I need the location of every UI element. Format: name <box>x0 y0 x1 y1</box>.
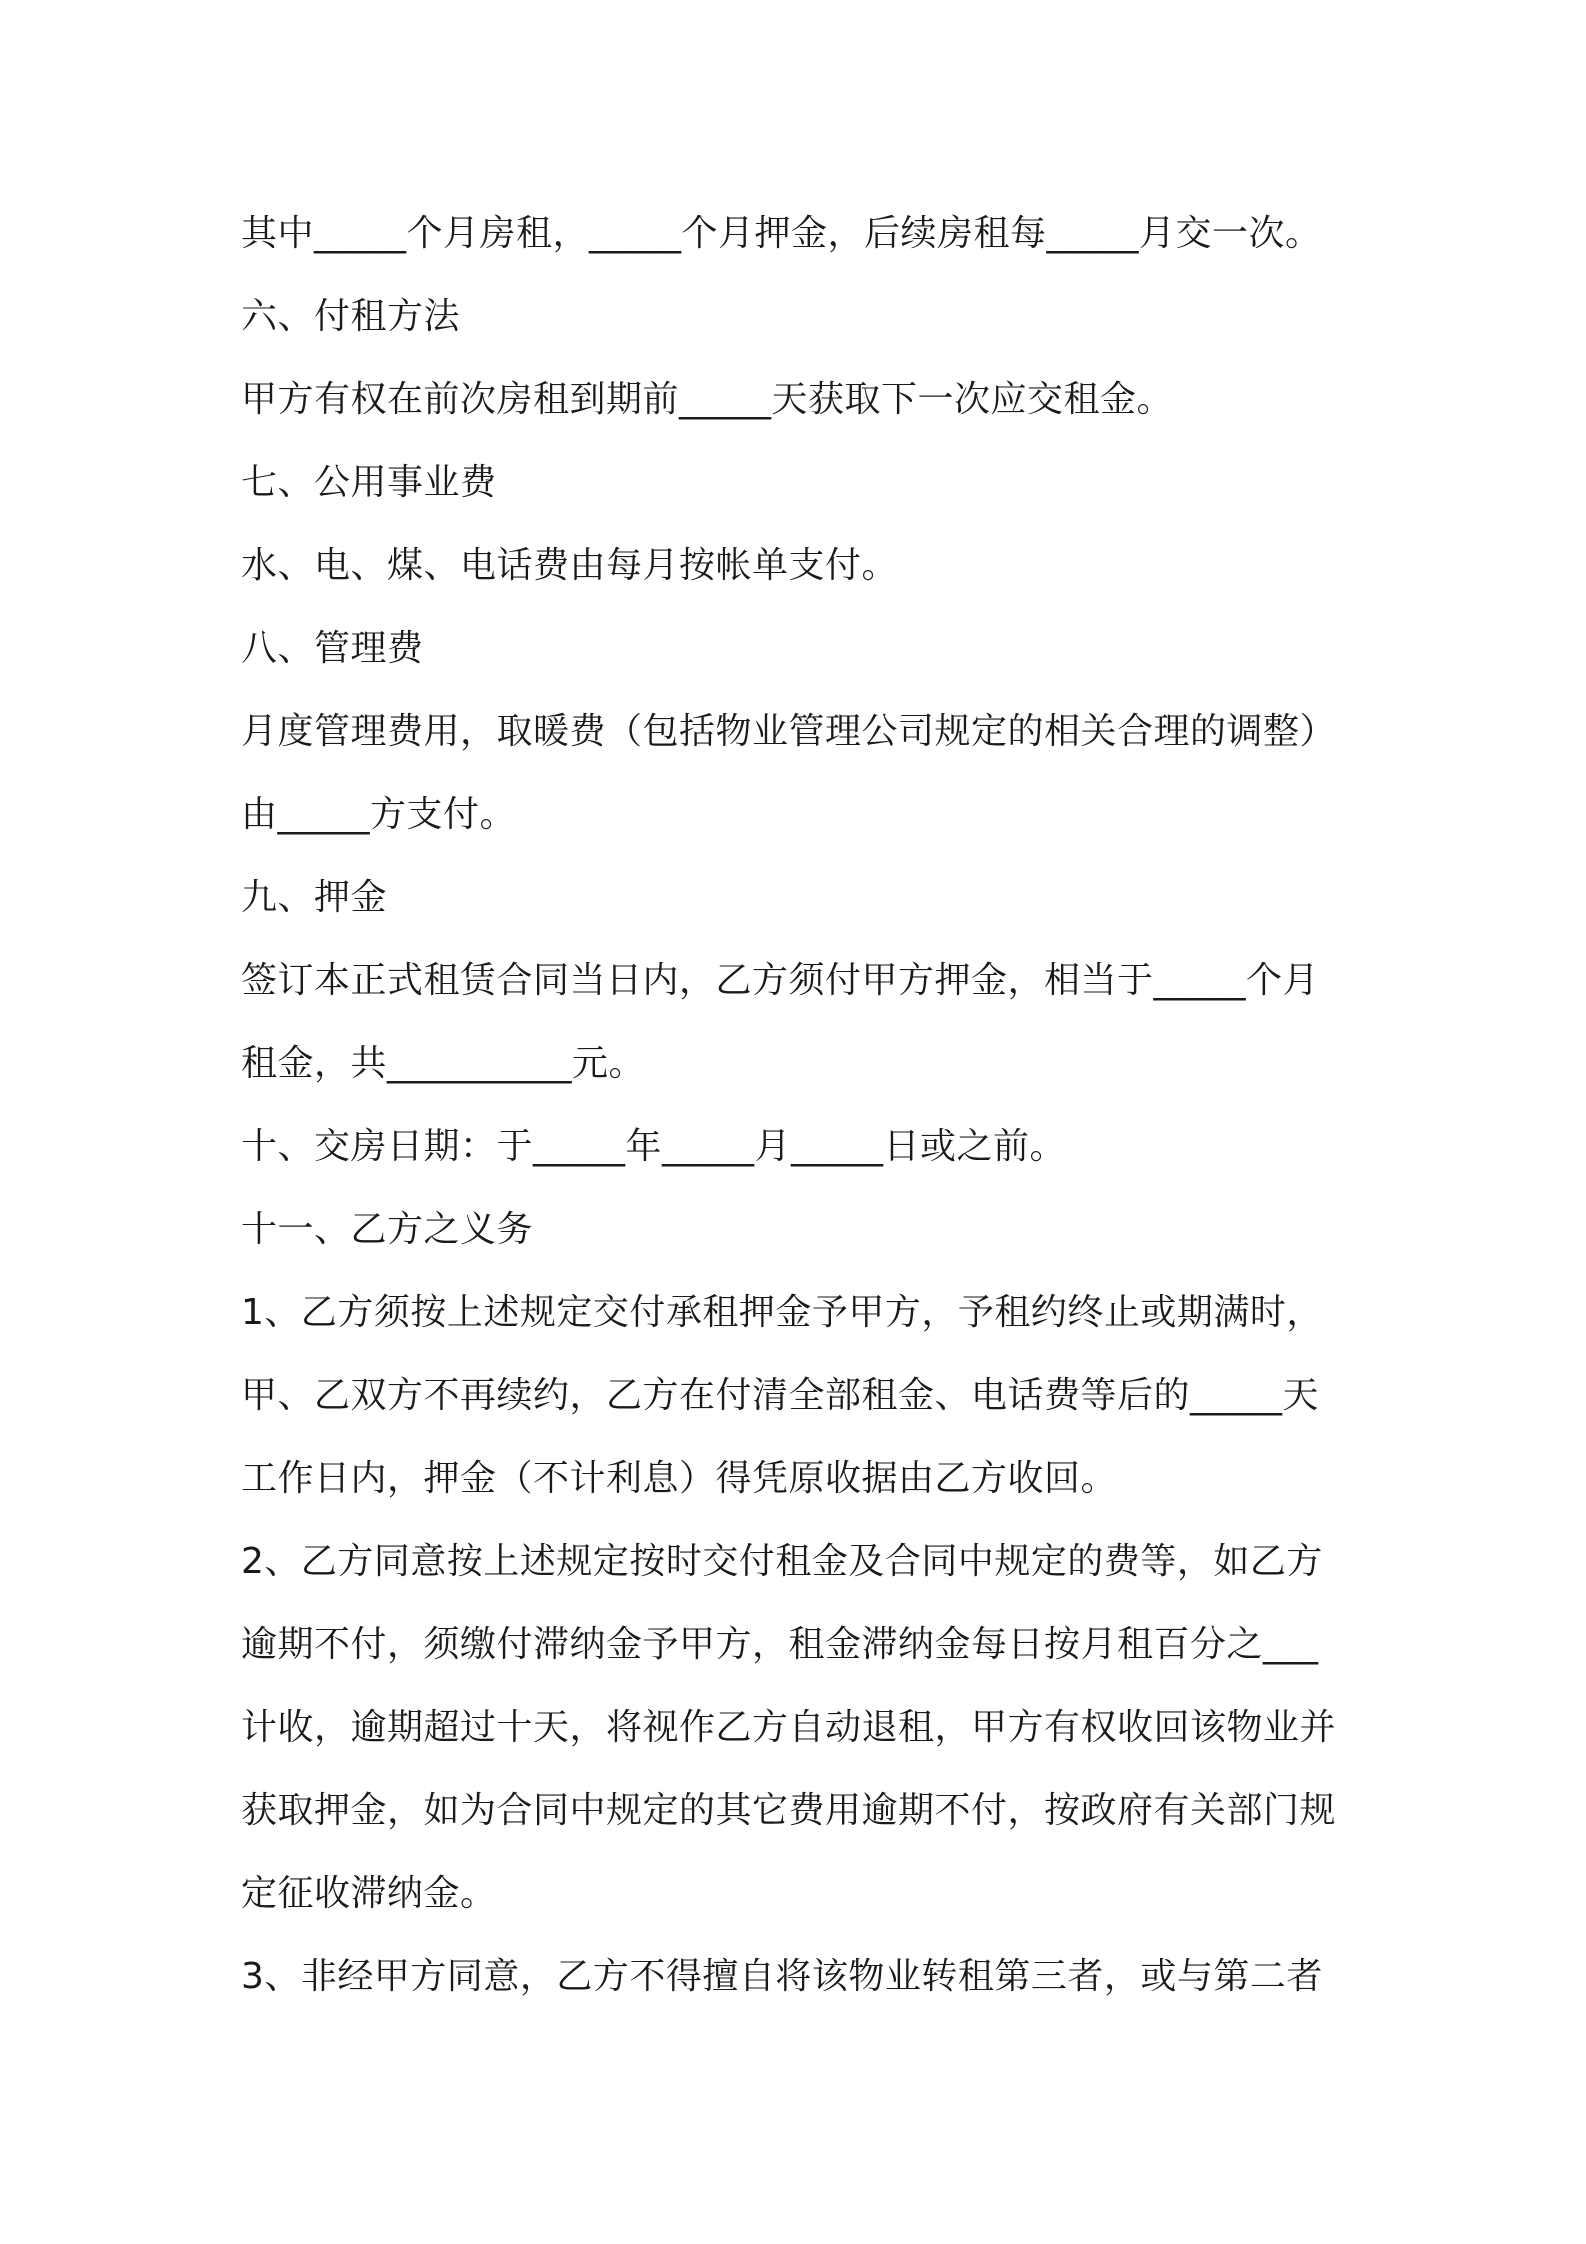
heading-management-fee: 八、管理费 <box>241 628 424 669</box>
obligation-1-line-1: 1、乙方须按上述规定交付承租押金予甲方，予租约终止或期满时， <box>241 1292 1323 1333</box>
heading-tenant-obligations: 十一、乙方之义务 <box>241 1209 534 1250</box>
obligation-2-line-1: 2、乙方同意按上述规定按时交付租金及合同中规定的费等，如乙方 <box>241 1541 1323 1582</box>
heading-payment-method: 六、付租方法 <box>241 296 461 337</box>
contract-body <box>241 192 1361 2018</box>
obligation-1-line-2: 甲、乙双方不再续约，乙方在付清全部租金、电话费等后的_____天 <box>241 1375 1320 1416</box>
clause-management-fee-text-1: 月度管理费用，取暖费（包括物业管理公司规定的相关合理的调整） <box>241 711 1337 752</box>
obligation-3-line-1: 3、非经甲方同意，乙方不得擅自将该物业转租第三者，或与第二者 <box>241 1956 1323 1997</box>
obligation-2-line-2: 逾期不付，须缴付滞纳金予甲方，租金滞纳金每日按月租百分之___ <box>241 1624 1319 1665</box>
heading-deposit: 九、押金 <box>241 877 388 918</box>
clause-deposit-text-2: 租金，共__________元。 <box>241 1043 646 1084</box>
clause-utilities-text: 水、电、煤、电话费由每月按帐单支付。 <box>241 545 899 586</box>
clause-deposit-text-1: 签订本正式租赁合同当日内，乙方须付甲方押金，相当于_____个月 <box>241 960 1320 1001</box>
obligation-2-line-3: 计收，逾期超过十天，将视作乙方自动退租，甲方有权收回该物业并 <box>241 1707 1337 1748</box>
clause-management-fee-text-2: 由_____方支付。 <box>241 794 517 835</box>
obligation-1-line-3: 工作日内，押金（不计利息）得凭原收据由乙方收回。 <box>241 1458 1118 1499</box>
clause-rent-count-line: 其中_____个月房租，_____个月押金，后续房租每_____月交一次。 <box>241 213 1322 254</box>
heading-handover-date: 十、交房日期：于_____年_____月_____日或之前。 <box>241 1126 1067 1167</box>
obligation-2-line-5: 定征收滞纳金。 <box>241 1873 497 1914</box>
obligation-2-line-4: 获取押金，如为合同中规定的其它费用逾期不付，按政府有关部门规 <box>241 1790 1337 1831</box>
clause-payment-method-text: 甲方有权在前次房租到期前_____天获取下一次应交租金。 <box>241 379 1174 420</box>
heading-utilities: 七、公用事业费 <box>241 462 497 503</box>
